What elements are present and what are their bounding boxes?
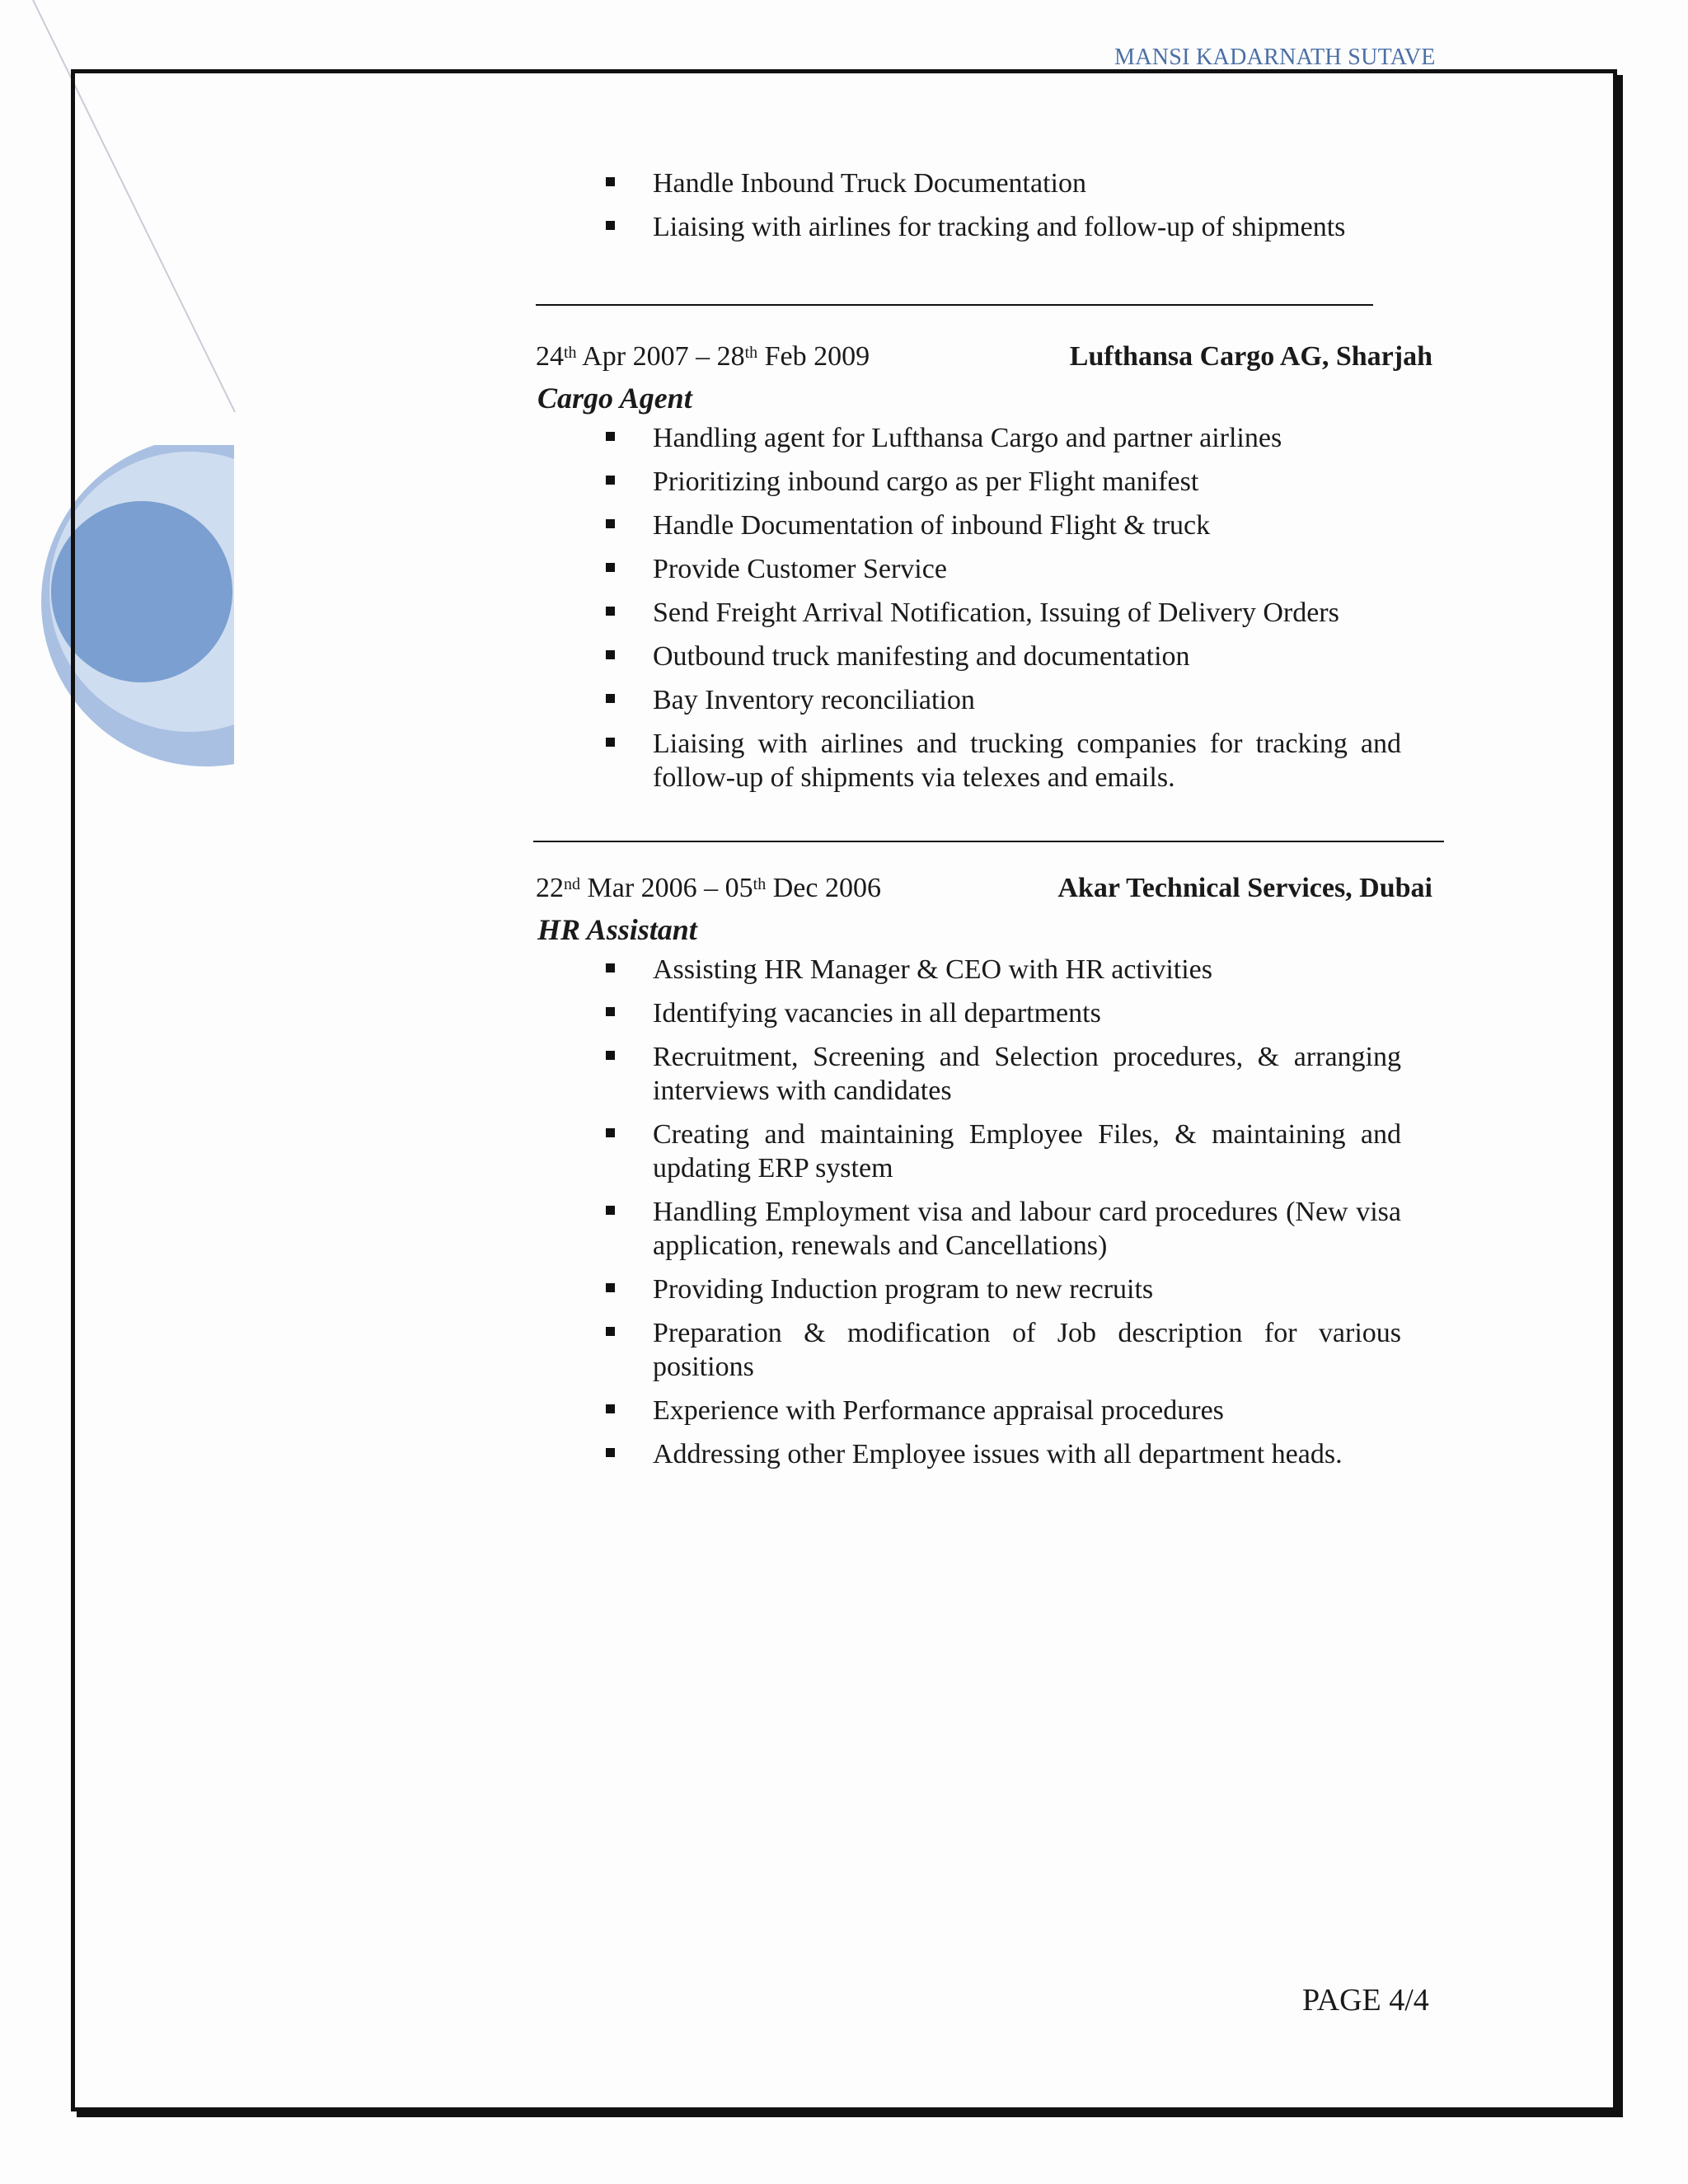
job-duties	[536, 953, 1442, 1481]
bullet-list	[536, 166, 1442, 244]
list-item: Provide Customer Service	[536, 552, 1401, 586]
job-header	[536, 340, 1432, 374]
section-divider	[533, 841, 1444, 842]
header-name: MANSI KADARNATH SUTAVE	[1114, 45, 1436, 70]
page-number: PAGE 4/4	[1302, 1983, 1429, 2018]
job-dates: 22nd Mar 2006 – 05th Dec 2006	[536, 873, 881, 903]
section-divider	[536, 304, 1373, 306]
bullet-list	[536, 421, 1442, 794]
job-title: HR Assistant	[537, 913, 697, 946]
job-dates: 24th Apr 2007 – 28th Feb 2009	[536, 341, 870, 372]
job-title: Cargo Agent	[537, 382, 692, 415]
list-item: Experience with Performance appraisal procedures	[536, 1394, 1401, 1427]
list-item: Preparation & modification of Job description for various positions	[536, 1316, 1401, 1384]
list-item: Handle Documentation of inbound Flight & truck	[536, 509, 1401, 542]
list-item: Prioritizing inbound cargo as per Flight manifest	[536, 465, 1401, 499]
list-item: Outbound truck manifesting and documentation	[536, 640, 1401, 673]
list-item: Bay Inventory reconciliation	[536, 683, 1401, 717]
list-item: Addressing other Employee issues with all department heads.	[536, 1437, 1401, 1471]
list-item: Send Freight Arrival Notification, Issuing of Delivery Orders	[536, 596, 1401, 630]
list-item: Assisting HR Manager & CEO with HR activities	[536, 953, 1401, 987]
list-item: Recruitment, Screening and Selection procedures, & arranging interviews with candidates	[536, 1040, 1401, 1108]
company-name: Akar Technical Services, Dubai	[1057, 873, 1432, 903]
company-name: Lufthansa Cargo AG, Sharjah	[1069, 341, 1432, 372]
list-item: Providing Induction program to new recruits	[536, 1272, 1401, 1306]
list-item: Liaising with airlines for tracking and follow-up of shipments	[536, 210, 1401, 244]
list-item: Liaising with airlines and trucking companies for tracking and follow-up of shipments via telexes and emails.	[536, 727, 1401, 794]
job-header	[536, 871, 1432, 906]
previous-job-continued	[536, 166, 1442, 254]
bullet-list	[536, 953, 1442, 1471]
list-item: Handling Employment visa and labour card procedures (New visa application, renewals and Cancellations)	[536, 1195, 1401, 1263]
job-duties	[536, 421, 1442, 804]
list-item: Handle Inbound Truck Documentation	[536, 166, 1401, 200]
list-item: Creating and maintaining Employee Files, & maintaining and updating ERP system	[536, 1118, 1401, 1185]
list-item: Handling agent for Lufthansa Cargo and partner airlines	[536, 421, 1401, 455]
list-item: Identifying vacancies in all departments	[536, 996, 1401, 1030]
